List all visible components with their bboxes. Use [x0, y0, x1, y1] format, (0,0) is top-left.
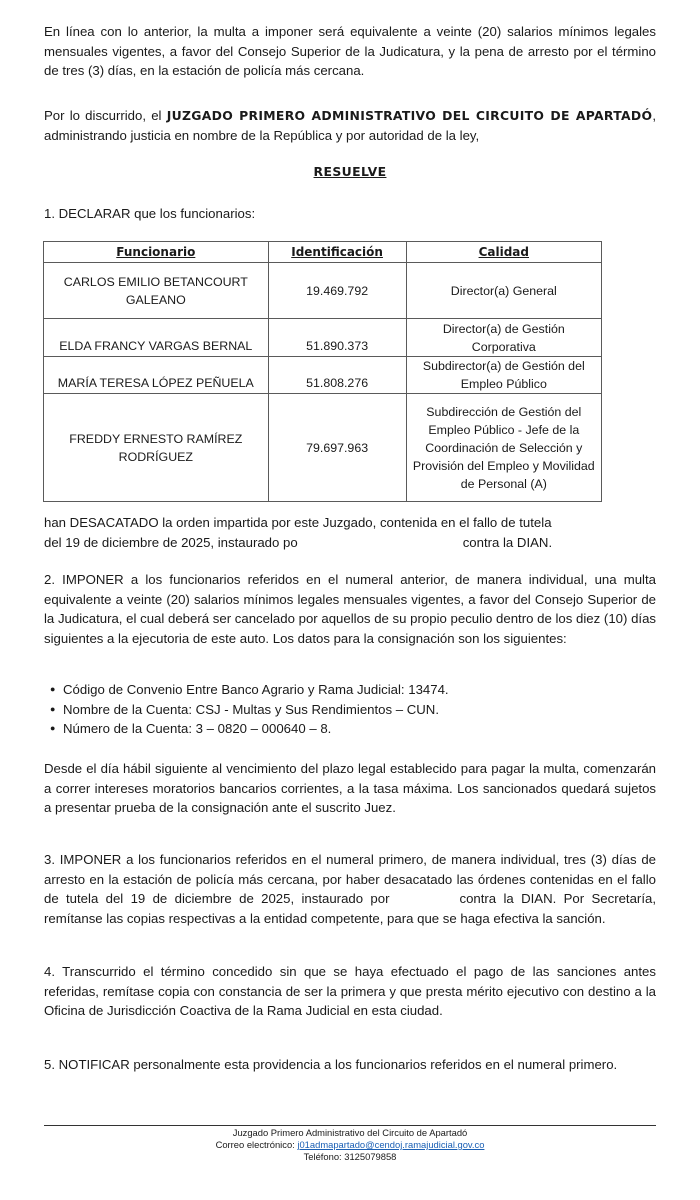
- list-item: ● Nombre de la Cuenta: CSJ - Multas y Sus Rendimientos – CUN.: [44, 700, 449, 720]
- resuelve-heading: RESUELVE: [313, 164, 387, 179]
- official-id: 51.808.276: [268, 357, 406, 394]
- footer-email-label: Correo electrónico:: [215, 1139, 298, 1150]
- court-paragraph-prefix: Por lo discurrido, el: [44, 108, 167, 123]
- desacato-line2-end: contra la DIAN.: [462, 534, 553, 550]
- item2-paragraph: 2. IMPONER a los funcionarios referidos en el numeral anterior, de manera individual, una multa equivalente a veinte (20) salarios mínimos legales mensuales vigentes, a favor del Consejo Superior de la Judicatura, el cual deberá ser cancelado por aquellos de su propio peculio dentro de los diez (10) días siguientes a la ejecutoria de este auto. Los datos para la consignación son los siguientes:: [44, 572, 656, 646]
- official-id: 19.469.792: [268, 263, 406, 319]
- item3-paragraph: [44, 850, 656, 928]
- desacato-paragraph: [44, 513, 656, 552]
- header-identificacion: Identificación: [268, 242, 406, 263]
- court-paragraph-suffix: , administrando justicia en nombre de la República y por autoridad de la ley,: [44, 108, 656, 143]
- court-name: JUZGADO PRIMERO ADMINISTRATIVO DEL CIRCUITO DE APARTADÓ: [166, 108, 653, 123]
- intro-paragraph: En línea con lo anterior, la multa a imponer será equivalente a veinte (20) salarios mínimos legales mensuales vigentes, a favor del Consejo Superior de la Judicatura, y la pena de arresto por el término de tres (3) días, en la estación de policía más cercana.: [44, 24, 656, 79]
- table-row: [44, 263, 602, 319]
- official-id: 51.890.373: [268, 319, 406, 357]
- official-name: CARLOS EMILIO BETANCOURT GALEANO: [44, 263, 269, 319]
- header-calidad: Calidad: [406, 242, 601, 263]
- bank-details-list: [44, 680, 449, 739]
- item1-intro: 1. DECLARAR que los funcionarios:: [44, 206, 256, 221]
- item5-paragraph: 5. NOTIFICAR personalmente esta providencia a los funcionarios referidos en el numeral primero.: [44, 1057, 618, 1072]
- officials-table: [43, 241, 602, 502]
- court-paragraph: [44, 106, 656, 145]
- list-item: ● Número de la Cuenta: 3 – 0820 – 000640 – 8.: [44, 719, 449, 739]
- footer-email-link[interactable]: j01admapartado@cendoj.ramajudicial.gov.co: [297, 1139, 485, 1150]
- table-header-row: [44, 242, 602, 263]
- table-row: [44, 319, 602, 357]
- desacato-line1: han DESACATADO la orden impartida por este Juzgado, contenida en el fallo de tutela: [44, 515, 552, 530]
- footer-phone: Teléfono: 3125079858: [303, 1151, 397, 1162]
- interest-paragraph: Desde el día hábil siguiente al vencimiento del plazo legal establecido para pagar la multa, comenzarán a correr intereses moratorios bancarios corrientes, a la tasa máxima. Los sancionados quedará sujetos a presentar prueba de la consignación ante el suscrito Juez.: [44, 761, 656, 816]
- header-funcionario: Funcionario: [44, 242, 269, 263]
- footer: [0, 1127, 700, 1163]
- footer-email-line: [0, 1139, 700, 1151]
- item4-paragraph: 4. Transcurrido el término concedido sin que se haya efectuado el pago de las sanciones antes referidas, remítase copia con constancia de ser la primera y que presta mérito ejecutivo con destino a la Oficina de Jurisdicción Coactiva de la Rama Judicial en esta ciudad.: [44, 964, 656, 1019]
- official-name: FREDDY ERNESTO RAMÍREZ RODRÍGUEZ: [44, 394, 269, 502]
- desacato-line2-start: del 19 de diciembre de 2025, instaurado po: [44, 534, 298, 550]
- item3-text-end: contra la DIAN. Por Secretaría, remítanse las copias respectivas a la entidad competente, para que se haga efectiva la sanción.: [44, 891, 656, 926]
- official-name: ELDA FRANCY VARGAS BERNAL: [44, 319, 269, 357]
- footer-court: Juzgado Primero Administrativo del Circuito de Apartadó: [232, 1127, 468, 1138]
- official-role: Subdirector(a) de Gestión del Empleo Público: [406, 357, 601, 394]
- official-role: Director(a) de Gestión Corporativa: [406, 319, 601, 357]
- item3-text-start: 3. IMPONER a los funcionarios referidos en el numeral primero, de manera individual, tres (3) días de arresto en la estación de policía más cercana, por haber desacatado las órdenes contenidas en el fallo de tutela del 19 de diciembre de 2025, instaurado por: [44, 852, 656, 907]
- official-name: MARÍA TERESA LÓPEZ PEÑUELA: [44, 357, 269, 394]
- official-role: Director(a) General: [406, 263, 601, 319]
- official-role: Subdirección de Gestión del Empleo Público - Jefe de la Coordinación de Selección y Provisión del Empleo y Movilidad de Personal (A): [406, 394, 601, 502]
- official-id: 79.697.963: [268, 394, 406, 502]
- table-row: [44, 357, 602, 394]
- footer-divider: [44, 1125, 656, 1126]
- table-row: [44, 394, 602, 502]
- list-item: ● Código de Convenio Entre Banco Agrario y Rama Judicial: 13474.: [44, 680, 449, 700]
